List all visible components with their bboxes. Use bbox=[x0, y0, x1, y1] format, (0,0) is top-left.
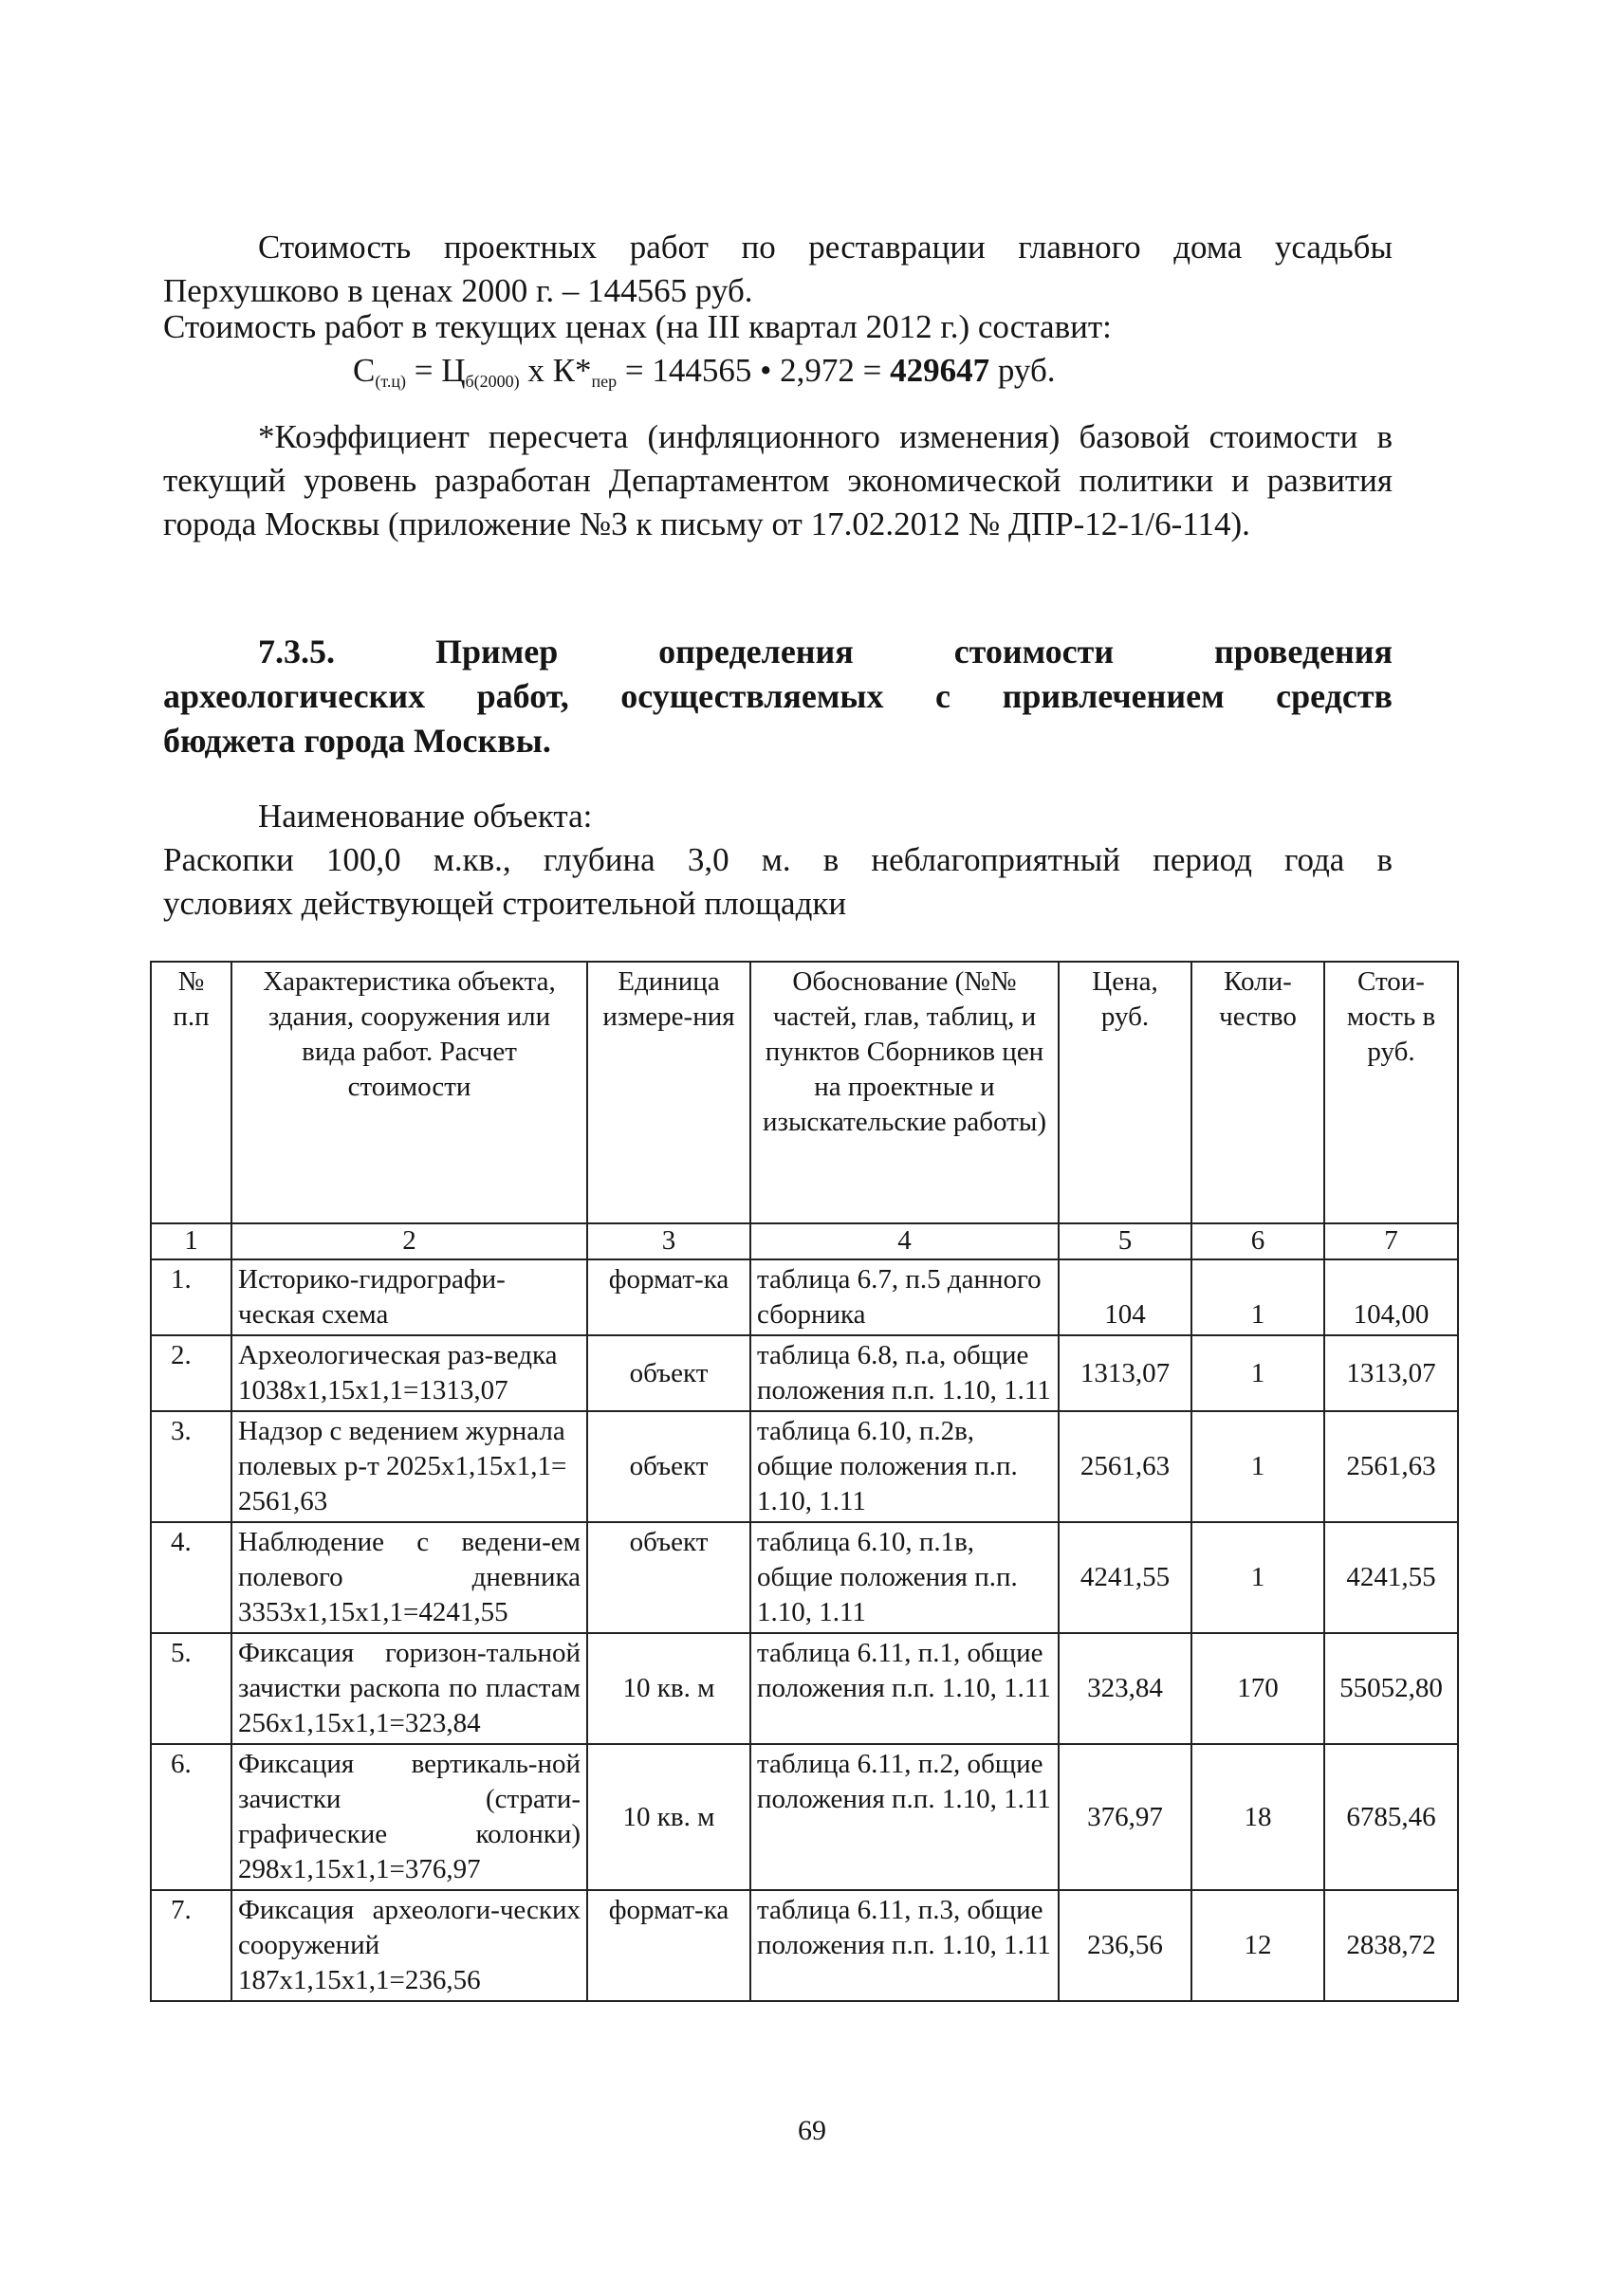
header-price: Цена, руб. bbox=[1059, 962, 1191, 1223]
formula-unit: руб. bbox=[989, 352, 1056, 389]
row-quantity: 1 bbox=[1191, 1335, 1324, 1411]
row-quantity: 12 bbox=[1191, 1890, 1324, 2001]
paragraph-line: Перхушково в ценах 2000 г. – 144565 руб. bbox=[163, 272, 753, 309]
row-cost: 4241,55 bbox=[1324, 1522, 1458, 1633]
formula-subscript: (т.ц) bbox=[375, 372, 406, 391]
table-row bbox=[151, 1259, 1458, 1335]
row-num: 1. bbox=[151, 1259, 231, 1335]
row-num: 4. bbox=[151, 1522, 231, 1633]
object-description-line: условиях действующей строительной площадки bbox=[163, 885, 847, 922]
row-basis: таблица 6.10, п.1в, общие положения п.п. 1.10, 1.11 bbox=[750, 1522, 1059, 1633]
formula-symbol: С bbox=[353, 352, 376, 389]
row-quantity: 18 bbox=[1191, 1744, 1324, 1890]
paragraph-current-prices: Стоимость работ в текущих ценах (на III квартал 2012 г.) составит: bbox=[163, 308, 1112, 345]
paragraph-line: Стоимость проектных работ по реставрации главного дома усадьбы bbox=[258, 229, 1393, 266]
column-number: 5 bbox=[1059, 1223, 1191, 1259]
row-basis: таблица 6.11, п.3, общие положения п.п. 1.10, 1.11 bbox=[750, 1890, 1059, 2001]
row-description: Фиксация горизон-тальной зачистки раскопа по пластам 256х1,15х1,1=323,84 bbox=[231, 1633, 587, 1744]
row-unit: формат-ка bbox=[587, 1259, 750, 1335]
table-row bbox=[151, 1890, 1458, 2001]
row-basis: таблица 6.11, п.1, общие положения п.п. 1.10, 1.11 bbox=[750, 1633, 1059, 1744]
row-cost: 104,00 bbox=[1324, 1259, 1458, 1335]
row-basis: таблица 6.8, п.а, общие положения п.п. 1.10, 1.11 bbox=[750, 1335, 1059, 1411]
row-description: Историко-гидрографи-ческая схема bbox=[231, 1259, 587, 1335]
row-price: 1313,07 bbox=[1059, 1335, 1191, 1411]
header-cost: Стои-мость в руб. bbox=[1324, 962, 1458, 1223]
row-unit: объект bbox=[587, 1522, 750, 1633]
formula-subscript: пер bbox=[591, 372, 618, 391]
table-row bbox=[151, 1744, 1458, 1890]
row-quantity: 1 bbox=[1191, 1411, 1324, 1522]
row-basis: таблица 6.10, п.2в, общие положения п.п. 1.10, 1.11 bbox=[750, 1411, 1059, 1522]
table-row bbox=[151, 1411, 1458, 1522]
row-description: Археологическая раз-ведка 1038х1,15х1,1=1313,07 bbox=[231, 1335, 587, 1411]
heading-line: 7.3.5. Пример определения стоимости проведения bbox=[258, 633, 1393, 670]
row-description: Фиксация археологи-ческих сооружений 187х1,15х1,1=236,56 bbox=[231, 1890, 587, 2001]
object-caption: Наименование объекта: bbox=[258, 798, 593, 835]
row-quantity: 1 bbox=[1191, 1259, 1324, 1335]
row-num: 3. bbox=[151, 1411, 231, 1522]
row-unit: 10 кв. м bbox=[587, 1633, 750, 1744]
row-cost: 2561,63 bbox=[1324, 1411, 1458, 1522]
row-basis: таблица 6.11, п.2, общие положения п.п. 1.10, 1.11 bbox=[750, 1744, 1059, 1890]
formula-part: = 144565 • 2,972 = bbox=[617, 352, 891, 389]
row-price: 4241,55 bbox=[1059, 1522, 1191, 1633]
column-number-row bbox=[151, 1223, 1458, 1259]
header-unit: Единица измере-ния bbox=[587, 962, 750, 1223]
table-header-row bbox=[151, 962, 1458, 1223]
row-description: Наблюдение с ведени-ем полевого дневника 3353х1,15х1,1=4241,55 bbox=[231, 1522, 587, 1633]
row-price: 2561,63 bbox=[1059, 1411, 1191, 1522]
table-row bbox=[151, 1522, 1458, 1633]
column-number: 7 bbox=[1324, 1223, 1458, 1259]
row-cost: 2838,72 bbox=[1324, 1890, 1458, 2001]
column-number: 6 bbox=[1191, 1223, 1324, 1259]
works-cost-table bbox=[150, 961, 1459, 2002]
object-description-line: Раскопки 100,0 м.кв., глубина 3,0 м. в неблагоприятный период года в bbox=[163, 841, 1393, 878]
row-unit: объект bbox=[587, 1335, 750, 1411]
row-cost: 6785,46 bbox=[1324, 1744, 1458, 1890]
header-quantity: Коли-чество bbox=[1191, 962, 1324, 1223]
row-quantity: 1 bbox=[1191, 1522, 1324, 1633]
row-quantity: 170 bbox=[1191, 1633, 1324, 1744]
formula-part: = Ц bbox=[406, 352, 466, 389]
header-basis: Обоснование (№№ частей, глав, таблиц, и пунктов Сборников цен на проектные и изыскательские работы) bbox=[750, 962, 1059, 1223]
coefficient-note: *Коэффициент пересчета (инфляционного изменения) базовой стоимости в текущий уровень разработан Департаментом экономической политики и развития города Москвы (приложение №3 к письму от 17.02.2012 № ДПР-12-1/6-114). bbox=[163, 418, 1393, 542]
row-cost: 1313,07 bbox=[1324, 1335, 1458, 1411]
row-price: 236,56 bbox=[1059, 1890, 1191, 2001]
heading-line: бюджета города Москвы. bbox=[163, 722, 551, 760]
page-number: 69 bbox=[798, 2115, 826, 2146]
row-unit: формат-ка bbox=[587, 1890, 750, 2001]
column-number: 2 bbox=[231, 1223, 587, 1259]
header-num: № п.п bbox=[151, 962, 231, 1223]
row-basis: таблица 6.7, п.5 данного сборника bbox=[750, 1259, 1059, 1335]
section-heading bbox=[163, 630, 1393, 763]
row-num: 6. bbox=[151, 1744, 231, 1890]
formula-part: х К* bbox=[519, 352, 592, 389]
row-cost: 55052,80 bbox=[1324, 1633, 1458, 1744]
row-num: 5. bbox=[151, 1633, 231, 1744]
row-price: 376,97 bbox=[1059, 1744, 1191, 1890]
cost-formula bbox=[353, 349, 1056, 403]
object-description bbox=[163, 838, 1393, 926]
table-row bbox=[151, 1633, 1458, 1744]
row-unit: объект bbox=[587, 1411, 750, 1522]
table-row bbox=[151, 1335, 1458, 1411]
row-unit: 10 кв. м bbox=[587, 1744, 750, 1890]
row-price: 323,84 bbox=[1059, 1633, 1191, 1744]
row-num: 2. bbox=[151, 1335, 231, 1411]
row-description: Надзор с ведением журнала полевых р-т 2025х1,15х1,1= 2561,63 bbox=[231, 1411, 587, 1522]
formula-result: 429647 bbox=[890, 352, 990, 389]
row-description: Фиксация вертикаль-ной зачистки (страти-графические колонки) 298х1,15х1,1=376,97 bbox=[231, 1744, 587, 1890]
heading-line: археологических работ, осуществляемых с привлечением средств bbox=[163, 677, 1393, 715]
column-number: 1 bbox=[151, 1223, 231, 1259]
formula-subscript: б(2000) bbox=[465, 372, 520, 391]
column-number: 3 bbox=[587, 1223, 750, 1259]
row-price: 104 bbox=[1059, 1259, 1191, 1335]
row-num: 7. bbox=[151, 1890, 231, 2001]
column-number: 4 bbox=[750, 1223, 1059, 1259]
paragraph-project-cost bbox=[163, 226, 1393, 313]
header-description: Характеристика объекта, здания, сооружения или вида работ. Расчет стоимости bbox=[231, 962, 587, 1223]
